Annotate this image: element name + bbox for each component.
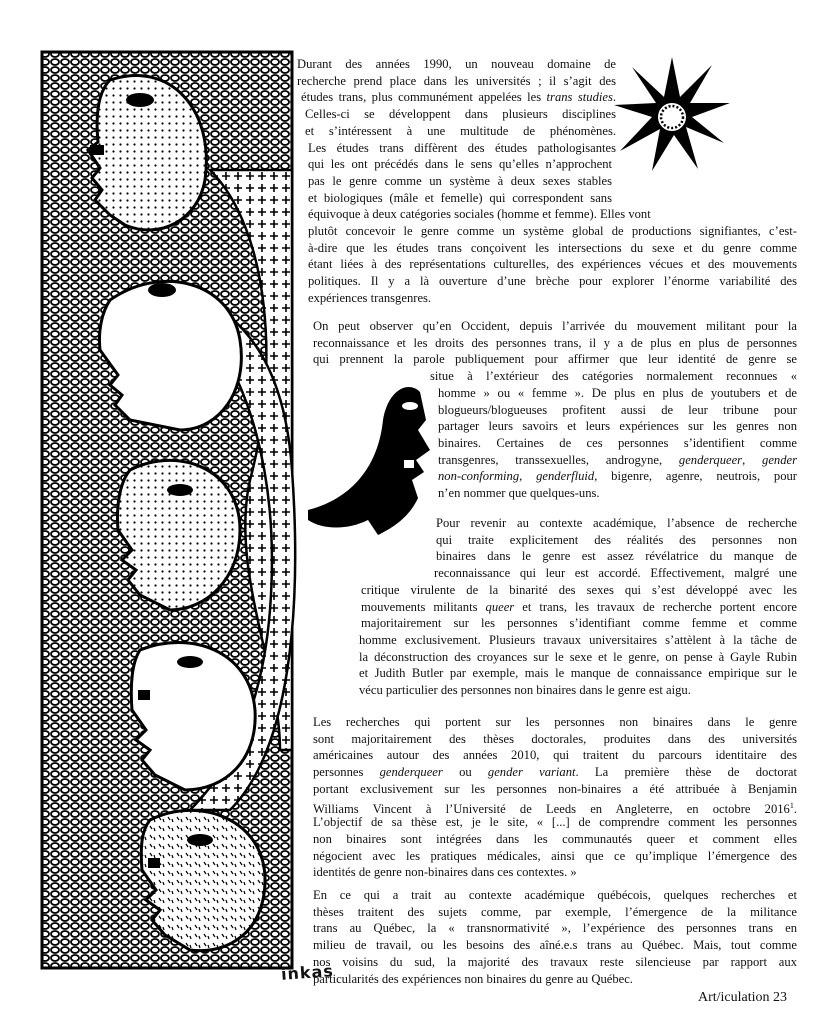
text-line: majoritairement sur les personnes s’identifiant comme femme et comme (361, 616, 797, 631)
text-line: à-dire que les études trans conçoivent les intersections du sexe et du genre comme (308, 240, 797, 255)
text-line: Celles-ci se développent dans plusieurs disciplines (305, 107, 616, 122)
text-line: blogueurs/blogueuses profitent aussi de leur tribune pour (438, 402, 797, 417)
text-line: transgenres, transsexuelles, androgyne, genderqueer, gender (438, 452, 797, 467)
text-line: trans au Québec, la « transnormativité », l’expérience des personnes trans en (313, 921, 797, 936)
black-profile-head (308, 380, 433, 540)
text-line: Durant des années 1990, un nouveau domaine de (297, 57, 616, 71)
text-line: qui les ont précédés dans le sens qu’elles n’approchent (308, 157, 612, 172)
text-line: Pour revenir au contexte académique, l’absence de recherche (436, 516, 797, 530)
text-line: pas le genre comme un système à deux sexes stables (308, 173, 612, 188)
text-line: la déconstruction des croyances sur le sexe et le genre, on pense à Gayle Rubin (359, 649, 797, 664)
text-line: identités de genre non-binaires dans ces contextes. » (313, 865, 577, 880)
text-line: et biologiques (mâle et femelle) qui correspondent sans (308, 190, 612, 205)
text-line: L’objectif de sa thèse est, je le site, « [...] de comprendre comment les personnes (313, 815, 797, 830)
text-line: n’en nommer que quelques-uns. (438, 486, 600, 500)
text-line: études trans, plus communément appelées les trans studies. (301, 90, 617, 105)
emphasis: queer (485, 599, 515, 614)
sun-star-drawing (612, 55, 732, 175)
emphasis: non-conforming (438, 469, 520, 484)
emphasis: trans studies (546, 90, 613, 105)
footnote-ref: 1 (789, 800, 794, 810)
text-line: américaines autour des années 2010, qui traitent du parcours identitaire des (313, 748, 797, 763)
emphasis: genderqueer (379, 765, 443, 780)
text-line: reconnaissance qui leur est accordé. Effectivement, malgré une (434, 566, 797, 581)
text-line: partager leurs savoirs et leurs expériences sur les genres non (438, 419, 797, 434)
text-line: vécu particulier des personnes non binaires dans le genre est aigu. (359, 683, 691, 697)
text-line: plutôt concevoir le genre comme un système global de productions signifiantes, c’est- (308, 224, 797, 238)
text-line: binaires dans le genre est assez révélatrice du manque de (436, 549, 797, 564)
emphasis: genderfluid (536, 469, 595, 484)
text-line: On peut observer qu’en Occident, depuis l’arrivée du mouvement militant pour la (313, 319, 797, 333)
text-line: thèses traitent des sujets comme, par exemple, l’émergence de la militance (313, 904, 797, 919)
text-line: non binaires sont intégrées dans les communautés queer et comment elles (313, 831, 797, 846)
text-line: qui prennent la parole publiquement pour affirmer que leur identité de genre se (313, 352, 797, 367)
text-line: étant liées à des représentations culturelles, des expériences vécues et des mouvements (308, 257, 797, 272)
text-line: homme exclusivement. Plusieurs travaux universitaires s’attèlent à la tâche de (359, 632, 797, 647)
emphasis: gender variant (487, 765, 576, 780)
text-line: qui traite explicitement des réalités des personnes non (436, 532, 797, 547)
text-line: et s’intéressent à une multitude de phénomènes. (305, 123, 616, 138)
text-line: portant exclusivement sur les personnes non-binaires a été attribuée à Benjamin (313, 781, 797, 796)
illustration-heads-panel (40, 50, 302, 976)
text-line: expériences transgenres. (308, 290, 432, 305)
text-line: critique virulente de la binarité des sexes qui s’est développé avec les (361, 582, 797, 597)
head-face-2 (99, 281, 241, 430)
text-line: milieu de travail, ou les besoins des aîné.e.s trans au Québec. Mais, tout comme (313, 938, 797, 953)
text-line: non-conforming, genderfluid, bigenre, agenre, neutrois, pour (438, 469, 798, 484)
text-line: binaires. Certaines de ces personnes s’identifient comme (438, 435, 797, 450)
text-line: particularités des expériences non binaires du genre au Québec. (313, 971, 633, 986)
text-line: nos voisins du sud, la majorité des travaux reste silencieuse par rapport aux (313, 954, 797, 969)
text-line: mouvements militants queer et trans, les travaux de recherche portent encore (361, 599, 798, 614)
text-line: recherche prend place dans les universités ; il s’agit des (297, 73, 616, 88)
text-line: politiques. Il y a là ouverture d’une brèche pour explorer l’énorme variabilité des (308, 274, 797, 289)
text-line: et Judith Butler par exemple, mais le manque de connaissance empirique sur le (359, 666, 797, 681)
emphasis: genderqueer (678, 452, 743, 467)
text-line: situe à l’extérieur des catégories normalement reconnues « (430, 369, 797, 384)
text-line: homme » ou « femme ». De plus en plus de youtubers et de (438, 385, 797, 400)
text-line: Williams Vincent à l’Université de Leeds en Angleterre, en octobre 2016$^1$. (313, 800, 797, 816)
text-line: Les recherches qui portent sur les personnes non binaires dans le genre (313, 715, 797, 729)
artist-signature: inkas (280, 961, 335, 984)
text-line: sont majoritairement des thèses doctorales, produites dans des universités (313, 731, 797, 746)
text-line: En ce qui a trait au contexte académique québécois, quelques recherches et (313, 888, 797, 902)
emphasis: gender (762, 452, 797, 467)
text-line: négocient avec les pratiques médicales, ainsi que ce qu’implique l’émergence des (313, 848, 797, 863)
head-face-5 (141, 810, 265, 950)
page-footer-folio: Art/iculation 23 (697, 990, 787, 1005)
text-line: reconnaissance et les droits des personnes trans, il y a de plus en plus de personnes (313, 335, 797, 350)
text-line: Les études trans diffèrent des études pathologisantes (308, 140, 616, 155)
text-line: équivoque à deux catégories sociales (homme et femme). Elles vont (308, 207, 651, 222)
text-line: personnes genderqueer ou gender variant. La première thèse de doctorat (313, 765, 798, 780)
